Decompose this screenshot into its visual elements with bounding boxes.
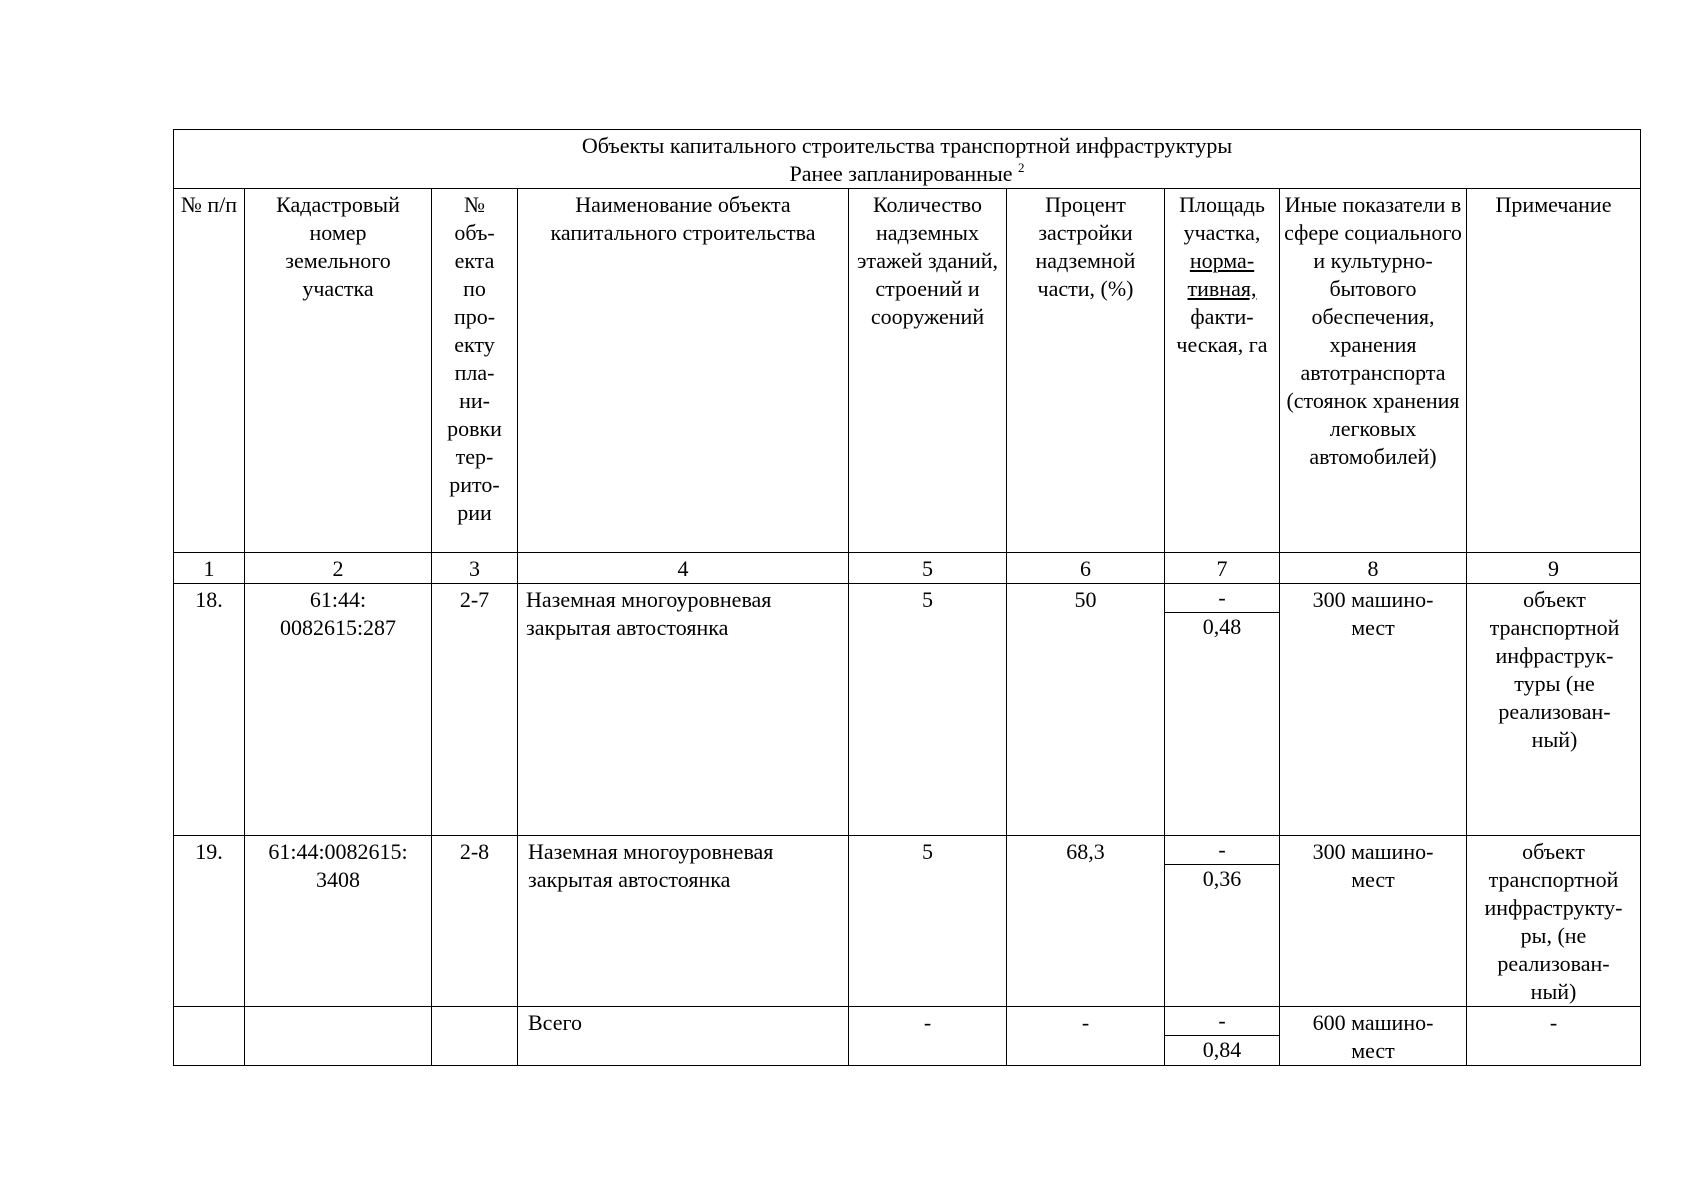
- row-other-indicators: 300 машино- мест: [1280, 836, 1467, 1007]
- header-object-number: № объ- екта по про- екту пла- ни- ровки тер- рито- рии: [432, 189, 518, 553]
- row-build-percent: 68,3: [1007, 836, 1165, 1007]
- row-area-normative: -: [1165, 584, 1279, 613]
- header-area-normative: норма- тивная,: [1187, 248, 1257, 301]
- total-other-indicators: 600 машино- мест: [1280, 1007, 1467, 1066]
- header-object-name: Наименование объекта капитального строительства: [518, 189, 849, 553]
- header-row: [174, 189, 1641, 553]
- row-floors: 5: [849, 836, 1007, 1007]
- row-number: 19.: [174, 836, 245, 1007]
- column-number: 4: [518, 553, 849, 584]
- row-cadastral: 61:44:0082615: 3408: [245, 836, 432, 1007]
- row-number: 18.: [174, 584, 245, 836]
- header-other-indicators: Иные показатели в сфере социального и культурно- бытового обеспечения, хранения автотранспорта (стоянок хранения легковых автомобилей): [1280, 189, 1467, 553]
- row-floors: 5: [849, 584, 1007, 836]
- header-build-percent: Процент застройки надземной части, (%): [1007, 189, 1165, 553]
- header-area: Площадь участка, норма- тивная, факти- ческая, га: [1165, 189, 1280, 553]
- table-row: [174, 836, 1641, 1007]
- header-cadastral: Кадастровый номер земельного участка: [245, 189, 432, 553]
- total-floors: -: [849, 1007, 1007, 1066]
- row-other-indicators: 300 машино- мест: [1280, 584, 1467, 836]
- column-number: 6: [1007, 553, 1165, 584]
- row-note: объект транспортной инфраструкту- ры, (не реализован- ный): [1467, 836, 1641, 1007]
- row-area-actual: 0,36: [1202, 866, 1242, 891]
- header-number: № п/п: [174, 189, 245, 553]
- row-note: объект транспортной инфраструк- туры (не реализован- ный): [1467, 584, 1641, 836]
- capital-construction-table: [173, 129, 1641, 1066]
- column-number: 1: [174, 553, 245, 584]
- row-cadastral: 61:44: 0082615:287: [245, 584, 432, 836]
- total-label: Всего: [518, 1007, 849, 1066]
- table-title-cell: [174, 130, 1641, 189]
- total-area: [1165, 1007, 1280, 1066]
- row-area: [1165, 836, 1280, 1007]
- total-note: -: [1467, 1007, 1641, 1066]
- row-area-actual: 0,48: [1202, 614, 1242, 639]
- footnote-mark: 2: [1018, 160, 1025, 175]
- total-area-actual: 0,84: [1202, 1037, 1242, 1062]
- column-number: 7: [1165, 553, 1280, 584]
- column-number: 5: [849, 553, 1007, 584]
- total-row: [174, 1007, 1641, 1066]
- total-build-percent: -: [1007, 1007, 1165, 1066]
- table-row: [174, 584, 1641, 836]
- total-area-normative: -: [1165, 1007, 1279, 1036]
- column-number: 9: [1467, 553, 1641, 584]
- row-area: [1165, 584, 1280, 836]
- column-number: 3: [432, 553, 518, 584]
- column-numbers-row: [174, 553, 1641, 584]
- row-build-percent: 50: [1007, 584, 1165, 836]
- row-object-name: Наземная многоуровневая закрытая автостоянка: [518, 584, 849, 836]
- table-subtitle: Ранее запланированные $^2$: [789, 160, 1025, 186]
- column-number: 2: [245, 553, 432, 584]
- column-number: 8: [1280, 553, 1467, 584]
- header-floors: Количество надземных этажей зданий, строений и сооружений: [849, 189, 1007, 553]
- row-object-number: 2-7: [432, 584, 518, 836]
- header-note: Примечание: [1467, 189, 1641, 553]
- row-area-normative: -: [1165, 836, 1279, 865]
- row-object-name: Наземная многоуровневая закрытая автостоянка: [518, 836, 849, 1007]
- table-title: Объекты капитального строительства транспортной инфраструктуры: [581, 133, 1233, 158]
- row-object-number: 2-8: [432, 836, 518, 1007]
